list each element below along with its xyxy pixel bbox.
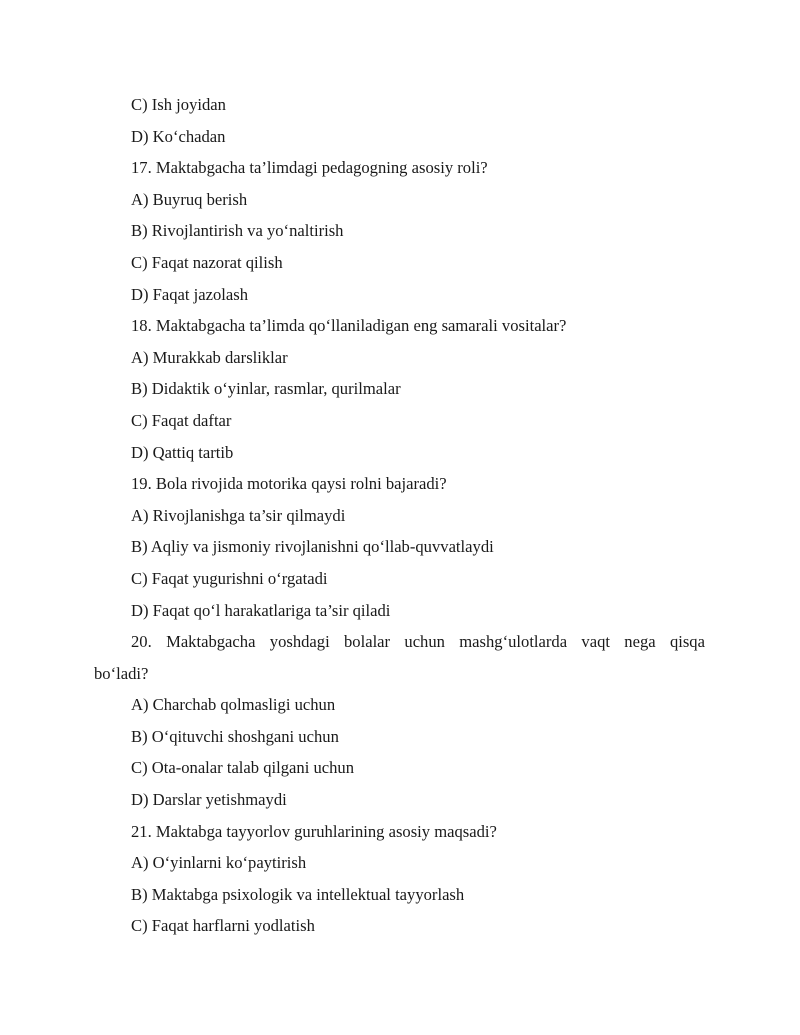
question-21: 21. Maktabga tayyorlov guruhlarining asosiy maqsadi? (131, 821, 497, 841)
question-20-word: vaqt (581, 632, 610, 652)
option-d-q18: D) Qattiq tartib (131, 442, 234, 462)
question-20-word: 20. (131, 632, 152, 652)
option-c-q21: C) Faqat harflarni yodlatish (131, 916, 315, 936)
option-d-q17: D) Faqat jazolash (131, 284, 249, 304)
option-a-q19: A) Rivojlanishga ta’sir qilmaydi (131, 505, 346, 525)
question-20-word: mashg‘ulotlarda (459, 632, 568, 652)
option-b-q21: B) Maktabga psixologik va intellektual tayyorlash (131, 884, 465, 904)
option-b-q17: B) Rivojlantirish va yo‘naltirish (131, 221, 344, 241)
option-b-q20: B) O‘qituvchi shoshgani uchun (131, 726, 339, 746)
question-17: 17. Maktabgacha ta’limdagi pedagogning asosiy roli? (131, 158, 488, 178)
question-20-word: nega (624, 632, 656, 652)
question-20-word: uchun (404, 632, 445, 652)
quiz-text (94, 89, 705, 942)
question-20-word: qisqa (669, 632, 705, 652)
question-20-word: Maktabgacha (166, 632, 256, 652)
option-d-q16: D) Ko‘chadan (131, 126, 226, 146)
option-c-q18: C) Faqat daftar (131, 410, 232, 430)
option-d-q19: D) Faqat qo‘l harakatlariga ta’sir qiladi (131, 600, 391, 620)
option-b-q19: B) Aqliy va jismoniy rivojlanishni qo‘llab-quvvatlaydi (131, 537, 494, 557)
question-20-word: bolalar (344, 632, 391, 652)
option-a-q21: A) O‘yinlarni ko‘paytirish (131, 853, 307, 873)
option-b-q18: B) Didaktik o‘yinlar, rasmlar, qurilmalar (131, 379, 401, 399)
option-c-q20: C) Ota-onalar talab qilgani uchun (131, 758, 355, 778)
option-d-q20: D) Darslar yetishmaydi (131, 790, 287, 810)
question-20 (94, 626, 705, 658)
option-a-q17: A) Buyruq berish (131, 189, 248, 209)
question-19: 19. Bola rivojida motorika qaysi rolni bajaradi? (131, 474, 447, 494)
option-c-q17: C) Faqat nazorat qilish (131, 252, 283, 272)
question-20-word: yoshdagi (269, 632, 330, 652)
option-a-q20: A) Charchab qolmasligi uchun (131, 695, 336, 715)
option-c-q16: C) Ish joyidan (131, 95, 226, 114)
question-18: 18. Maktabgacha ta’limda qo‘llaniladigan eng samarali vositalar? (131, 316, 567, 336)
question-20-continuation: bo‘ladi? (94, 663, 149, 683)
option-c-q19: C) Faqat yugurishni o‘rgatadi (131, 568, 328, 588)
option-a-q18: A) Murakkab darsliklar (131, 347, 288, 367)
